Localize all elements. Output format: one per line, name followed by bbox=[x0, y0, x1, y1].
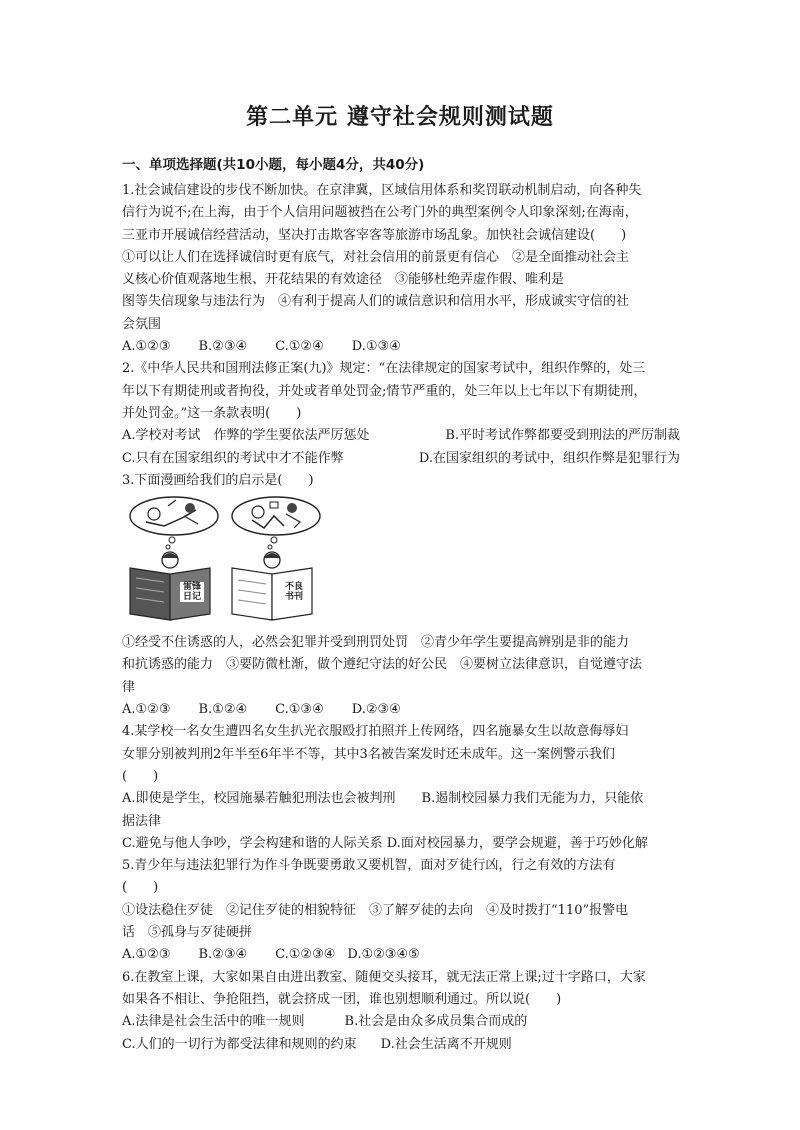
question-6 bbox=[122, 967, 680, 1056]
question-stem-line: 6.在教室上课，大家如果自由进出教室、随便交头接耳，就无法正常上课;过十字路口，大家 bbox=[122, 969, 646, 985]
option-line[interactable]: 据法律 bbox=[122, 813, 162, 829]
page-title: 第二单元 遵守社会规则测试题 bbox=[246, 105, 554, 130]
section-heading: 一、单项选择题(共10小题，每小题4分，共40分) bbox=[122, 157, 425, 173]
option-a[interactable]: A.学校对考试 作弊的学生要依法严厉惩处 bbox=[122, 428, 370, 444]
question-stem-line: 2.《中华人民共和国刑法修正案(九)》规定：“在法律规定的国家考试中，组织作弊的，处三 bbox=[122, 361, 646, 377]
question-2 bbox=[122, 358, 680, 469]
statement-line: 义核心价值观落地生根、开花结果的有效途径 ③能够杜绝弄虚作假、唯利是 bbox=[122, 272, 565, 288]
question-stem-line: ( ) bbox=[122, 768, 159, 784]
answer-options-row bbox=[122, 1011, 680, 1033]
question-stem-line: 女罪分别被判刑2年半至6年半不等，其中3名被告案发时还未成年。这一案例警示我们 bbox=[122, 746, 615, 762]
option-a[interactable]: A.①②③ bbox=[122, 947, 171, 963]
question-stem-line: 信行为说不;在上海，由于个人信用问题被挡在公考门外的典型案例令人印象深刻;在海南， bbox=[122, 205, 638, 221]
question-stem-line: 年以下有期徒刑或者拘役，并处或者单处罚金;情节严重的，处三年以上七年以下有期徒刑， bbox=[122, 383, 647, 399]
option-d[interactable]: D.①②③④⑤ bbox=[347, 947, 420, 963]
answer-options bbox=[122, 336, 680, 358]
answer-options bbox=[122, 944, 680, 966]
question-stem-line: 如果各不相让、争抢阻挡，就会挤成一团，谁也别想顺利通过。所以说( ) bbox=[122, 991, 562, 1007]
option-line[interactable]: A.即使是学生，校园施暴若触犯刑法也会被判刑 B.遏制校园暴力我们无能为力，只能依 bbox=[122, 791, 644, 807]
option-c[interactable]: C.①②③④ bbox=[275, 947, 336, 963]
option-d[interactable]: D.在国家组织的考试中，组织作弊是犯罪行为 bbox=[418, 450, 680, 466]
option-c[interactable]: C.①③④ bbox=[275, 702, 324, 718]
option-a[interactable]: A.法律是社会生活中的唯一规则 bbox=[122, 1014, 305, 1030]
question-list bbox=[122, 180, 680, 1056]
question-stem-line: 4.某学校一名女生遭四名女生扒光衣服殴打拍照并上传网络，四名施暴女生以故意侮辱妇 bbox=[122, 724, 629, 740]
comic-label-1: 雷锋日记 bbox=[180, 582, 204, 602]
question-1 bbox=[122, 180, 680, 358]
statement-line: ①经受不住诱惑的人，必然会犯罪并受到刑罚处罚 ②青少年学生要提高辨别是非的能力 bbox=[122, 635, 630, 651]
question-stem-line: 三亚市开展诚信经营活动，坚决打击欺客宰客等旅游市场乱象。加快社会诚信建设( ) bbox=[122, 227, 627, 243]
question-3 bbox=[122, 470, 680, 721]
option-a[interactable]: A.①②③ bbox=[122, 339, 171, 355]
option-line[interactable]: C.避免与他人争吵，学会构建和谐的人际关系 D.面对校园暴力，要学会规避，善于巧妙化解 bbox=[122, 835, 648, 851]
statement-line: ①设法稳住歹徒 ②记住歹徒的相貌特征 ③了解歹徒的去向 ④及时拨打“110”报警电 bbox=[122, 902, 629, 918]
option-b[interactable]: B.平时考试作弊都要受到刑法的严厉制裁 bbox=[445, 428, 680, 444]
option-d[interactable]: D.①③④ bbox=[351, 339, 401, 355]
option-c[interactable]: C.①②④ bbox=[275, 339, 324, 355]
option-b[interactable]: B.②③④ bbox=[198, 947, 248, 963]
question-stem-line: 1.社会诚信建设的步伐不断加快。在京津冀，区域信用体系和奖罚联动机制启动，向各种失 bbox=[122, 183, 642, 198]
option-b[interactable]: B.社会是由众多成员集合而成的 bbox=[344, 1014, 528, 1030]
statement-line: 律 bbox=[122, 679, 136, 695]
option-d[interactable]: D.②③④ bbox=[351, 702, 401, 718]
statement-line: 会氛围 bbox=[122, 316, 162, 332]
answer-options-row bbox=[122, 448, 680, 470]
answer-options-row bbox=[122, 425, 680, 447]
option-b[interactable]: B.②③④ bbox=[198, 339, 248, 355]
option-b[interactable]: B.①②④ bbox=[198, 702, 248, 718]
statement-line: 和抗诱惑的能力 ③要防微杜渐，做个遵纪守法的好公民 ④要树立法律意识，自觉遵守法 bbox=[122, 657, 643, 673]
question-stem-line: 并处罚金。”这一条款表明( ) bbox=[122, 405, 302, 421]
answer-options bbox=[122, 699, 680, 721]
question-5 bbox=[122, 855, 680, 966]
option-c[interactable]: C.人们的一切行为都受法律和规则的约束 bbox=[122, 1036, 357, 1052]
option-a[interactable]: A.①②③ bbox=[122, 702, 171, 718]
question-stem-line: 5.青少年与违法犯罪行为作斗争既要勇敢又要机智，面对歹徒行凶，行之有效的方法有 bbox=[122, 858, 616, 874]
answer-options-row bbox=[122, 1034, 680, 1056]
statement-line: 图等失信现象与违法行为 ④有利于提高人们的诚信意识和信用水平，形成诚实守信的社 bbox=[122, 294, 630, 310]
question-4 bbox=[122, 721, 680, 855]
question-stem-line: 3.下面漫画给我们的启示是( ) bbox=[122, 472, 314, 488]
option-c[interactable]: C.只有在国家组织的考试中才不能作弊 bbox=[122, 450, 344, 466]
question-stem-line: ( ) bbox=[122, 880, 159, 896]
comic-drawing bbox=[124, 496, 354, 626]
statement-line: 话 ⑤孤身与歹徒硬拼 bbox=[122, 925, 253, 941]
option-d[interactable]: D.社会生活离不开规则 bbox=[380, 1036, 512, 1052]
comic-illustration bbox=[124, 496, 354, 626]
statement-line: ①可以让人们在选择诚信时更有底气，对社会信用的前景更有信心 ②是全面推动社会主 bbox=[122, 249, 630, 265]
comic-label-2: 不良书刊 bbox=[282, 582, 306, 602]
